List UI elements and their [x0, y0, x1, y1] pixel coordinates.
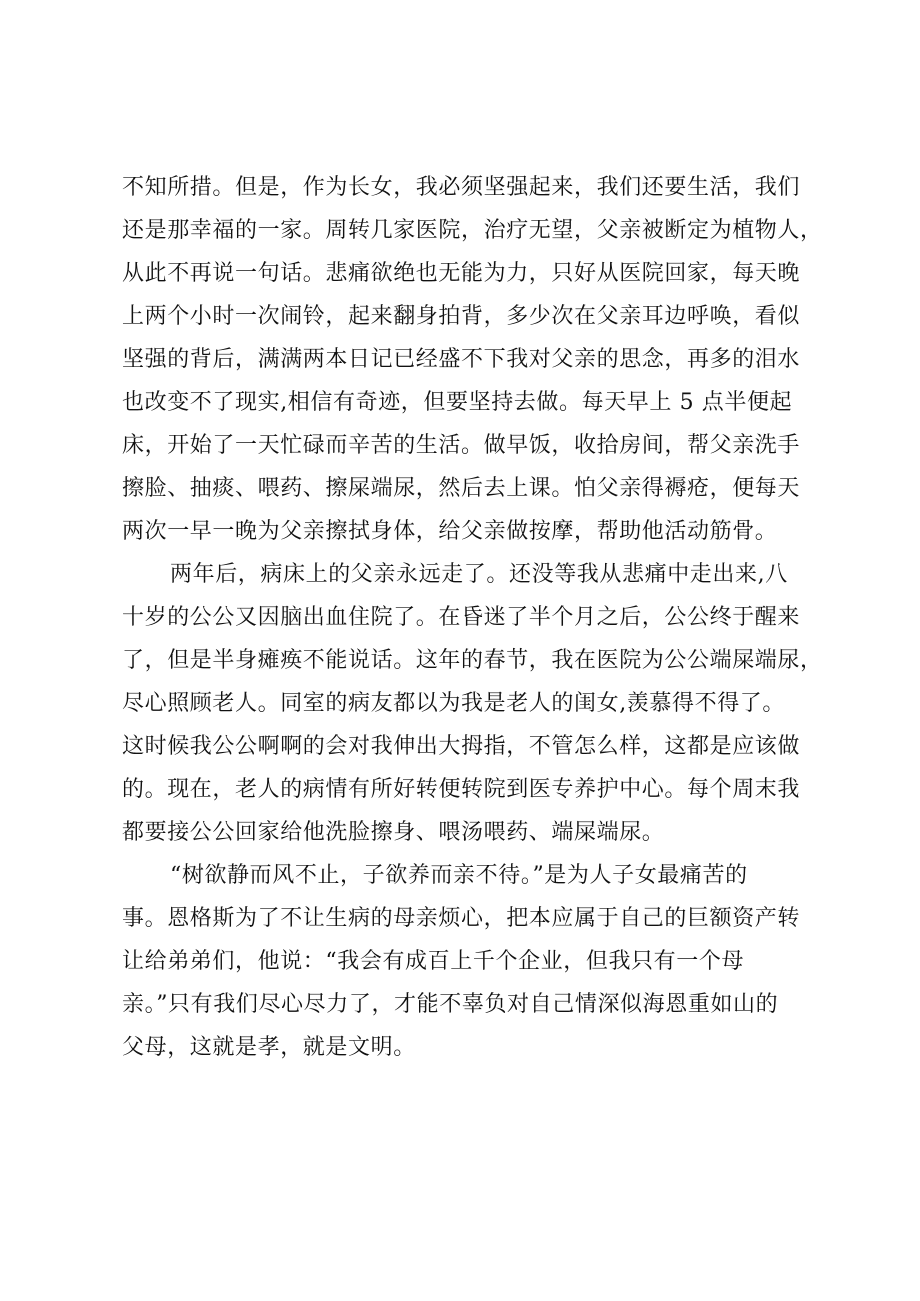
- text-line: 亲。”只有我们尽心尽力了，才能不辜负对自己情深似海恩重如山的: [122, 992, 779, 1017]
- text-line: 这时候我公公啊啊的会对我伸出大拇指，不管怎么样，这都是应该做: [122, 734, 801, 759]
- text-line: 上两个小时一次闹铃，起来翻身拍背，多少次在父亲耳边呼唤，看似: [122, 304, 801, 329]
- text-line: 事。恩格斯为了不让生病的母亲烦心，把本应属于自己的巨额资产转: [122, 906, 801, 931]
- text-line: 还是那幸福的一家。周转几家医院，治疗无望，父亲被断定为植物人，: [122, 218, 823, 243]
- text-line: 从此不再说一句话。悲痛欲绝也无能为力，只好从医院回家，每天晚: [122, 261, 801, 286]
- text-line: 的。现在，老人的病情有所好转便转院到医专养护中心。每个周末我: [122, 777, 801, 802]
- text-line: 床，开始了一天忙碌而辛苦的生活。做早饭，收拾房间，帮父亲洗手: [122, 433, 801, 458]
- text-line: 坚强的背后，满满两本日记已经盛不下我对父亲的思念，再多的泪水: [122, 347, 801, 372]
- text-line: 也改变不了现实,相信有奇迹，但要坚持去做。每天早上 5 点半便起: [122, 390, 793, 415]
- text-line: 两次一早一晚为父亲擦拭身体，给父亲做按摩，帮助他活动筋骨。: [122, 519, 778, 544]
- text-line: 让给弟弟们，他说：“我会有成百上千个企业，但我只有一个母: [122, 949, 745, 974]
- paragraph-start-line: 两年后，病床上的父亲永远走了。还没等我从悲痛中走出来,八: [170, 562, 788, 587]
- text-line: 父母，这就是孝，就是文明。: [122, 1035, 416, 1060]
- text-line: 尽心照顾老人。同室的病友都以为我是老人的闺女,羡慕得不得了。: [122, 691, 785, 716]
- paragraph-start-line: “树欲静而风不止，子欲养而亲不待。”是为人子女最痛苦的: [170, 863, 748, 888]
- text-line: 都要接公公回家给他洗脸擦身、喂汤喂药、端屎端尿。: [122, 820, 665, 845]
- text-line: 不知所措。但是，作为长女，我必须坚强起来，我们还要生活，我们: [122, 175, 801, 200]
- text-line: 十岁的公公又因脑出血住院了。在昏迷了半个月之后，公公终于醒来: [122, 605, 801, 630]
- text-line: 了，但是半身瘫痪不能说话。这年的春节，我在医院为公公端屎端尿，: [122, 648, 823, 673]
- text-line: 擦脸、抽痰、喂药、擦屎端尿，然后去上课。怕父亲得褥疮，便每天: [122, 476, 801, 501]
